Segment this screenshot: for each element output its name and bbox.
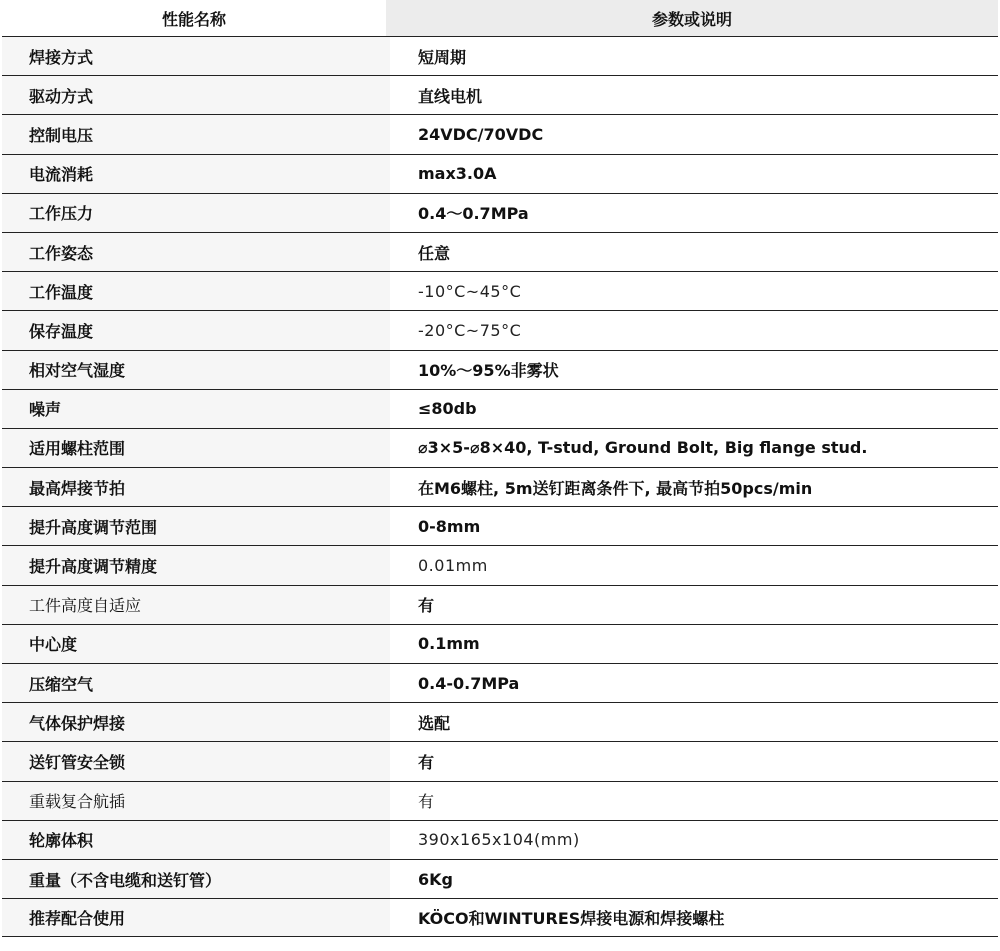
row-name: 控制电压 bbox=[2, 115, 390, 153]
table-row bbox=[2, 193, 998, 232]
row-name: 电流消耗 bbox=[2, 155, 390, 193]
table-row bbox=[2, 350, 998, 389]
row-value: 有 bbox=[390, 742, 998, 780]
table-row bbox=[2, 75, 998, 114]
table-row bbox=[2, 389, 998, 428]
table-row bbox=[2, 585, 998, 624]
table-row bbox=[2, 428, 998, 467]
row-value: 0.4-0.7MPa bbox=[390, 664, 998, 702]
table-row bbox=[2, 114, 998, 153]
row-value: 10%～95%非雾状 bbox=[390, 351, 998, 389]
row-name: 送钉管安全锁 bbox=[2, 742, 390, 780]
table-row bbox=[2, 154, 998, 193]
table-row bbox=[2, 820, 998, 859]
table-row bbox=[2, 310, 998, 349]
table-row bbox=[2, 702, 998, 741]
row-name: 驱动方式 bbox=[2, 76, 390, 114]
header-value: 参数或说明 bbox=[386, 0, 998, 36]
row-value: 6Kg bbox=[390, 860, 998, 898]
table-row bbox=[2, 271, 998, 310]
row-value: ≤80db bbox=[390, 390, 998, 428]
row-value: 在M6螺柱, 5m送钉距离条件下, 最高节拍50pcs/min bbox=[390, 468, 998, 506]
row-value: 有 bbox=[390, 586, 998, 624]
row-value: 0.4～0.7MPa bbox=[390, 194, 998, 232]
row-name: 保存温度 bbox=[2, 311, 390, 349]
spec-table bbox=[2, 0, 998, 937]
row-value: 短周期 bbox=[390, 37, 998, 75]
table-row bbox=[2, 545, 998, 584]
row-value: -20°C~75°C bbox=[390, 311, 998, 349]
row-name: 工作温度 bbox=[2, 272, 390, 310]
row-name: 气体保护焊接 bbox=[2, 703, 390, 741]
row-name: 相对空气湿度 bbox=[2, 351, 390, 389]
row-name: 最高焊接节拍 bbox=[2, 468, 390, 506]
row-value: 0.1mm bbox=[390, 625, 998, 663]
table-row bbox=[2, 741, 998, 780]
row-name: 工件高度自适应 bbox=[2, 586, 390, 624]
row-name: 轮廓体积 bbox=[2, 821, 390, 859]
table-row bbox=[2, 232, 998, 271]
row-name: 重载复合航插 bbox=[2, 782, 390, 820]
row-name: 适用螺柱范围 bbox=[2, 429, 390, 467]
row-value: max3.0A bbox=[390, 155, 998, 193]
table-row bbox=[2, 663, 998, 702]
row-value: ⌀3×5-⌀8×40, T-stud, Ground Bolt, Big flange stud. bbox=[390, 429, 998, 467]
row-name: 工作姿态 bbox=[2, 233, 390, 271]
header-name: 性能名称 bbox=[2, 0, 386, 36]
row-name: 提升高度调节范围 bbox=[2, 507, 390, 545]
row-value: 0.01mm bbox=[390, 546, 998, 584]
table-header bbox=[2, 0, 998, 36]
row-value: 选配 bbox=[390, 703, 998, 741]
row-value: 任意 bbox=[390, 233, 998, 271]
table-row bbox=[2, 781, 998, 820]
row-value: 0-8mm bbox=[390, 507, 998, 545]
row-name: 工作压力 bbox=[2, 194, 390, 232]
table-row bbox=[2, 898, 998, 937]
row-name: 提升高度调节精度 bbox=[2, 546, 390, 584]
row-name: 焊接方式 bbox=[2, 37, 390, 75]
row-name: 重量（不含电缆和送钉管） bbox=[2, 860, 390, 898]
row-value: 24VDC/70VDC bbox=[390, 115, 998, 153]
table-row bbox=[2, 624, 998, 663]
table-row bbox=[2, 467, 998, 506]
row-value: 390x165x104(mm) bbox=[390, 821, 998, 859]
row-value: -10°C~45°C bbox=[390, 272, 998, 310]
table-row bbox=[2, 859, 998, 898]
row-name: 压缩空气 bbox=[2, 664, 390, 702]
row-name: 推荐配合使用 bbox=[2, 899, 390, 936]
row-name: 噪声 bbox=[2, 390, 390, 428]
row-value: 直线电机 bbox=[390, 76, 998, 114]
table-row bbox=[2, 36, 998, 75]
table-row bbox=[2, 506, 998, 545]
row-value: 有 bbox=[390, 782, 998, 820]
row-name: 中心度 bbox=[2, 625, 390, 663]
row-value: KÖCO和WINTURES焊接电源和焊接螺柱 bbox=[390, 899, 998, 936]
